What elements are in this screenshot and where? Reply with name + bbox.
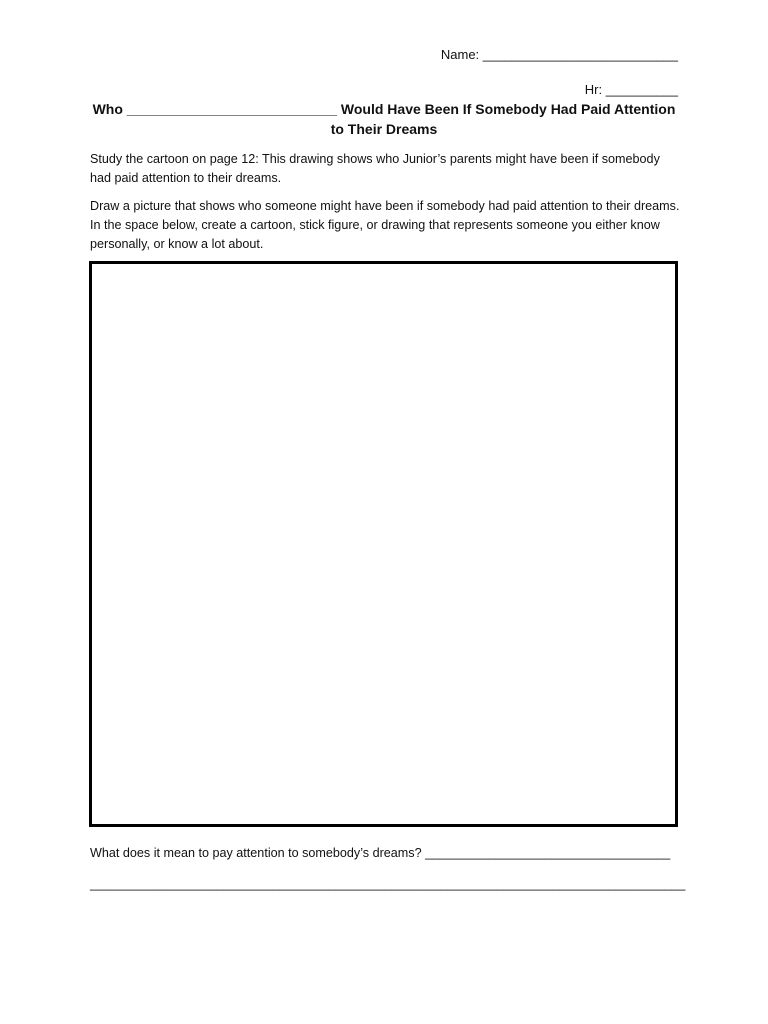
instruction-paragraph-1: Study the cartoon on page 12: This drawing shows who Junior’s parents might have been if somebody had paid attention to their dreams.: [90, 152, 660, 185]
worksheet-title: Who ___________________________ Would Have Been If Somebody Had Paid Attention to Their Dreams: [92, 101, 676, 137]
question-prompt[interactable]: What does it mean to pay attention to somebody’s dreams? ___________________________________: [90, 846, 671, 860]
drawing-area[interactable]: [89, 261, 678, 827]
answer-line[interactable]: _____________________________________________________________________________________: [90, 877, 686, 891]
name-field[interactable]: Name: ___________________________: [440, 47, 678, 62]
hour-field[interactable]: Hr: __________: [584, 82, 678, 97]
instruction-paragraph-2: Draw a picture that shows who someone might have been if somebody had paid attention to their dreams. In the space below, create a cartoon, stick figure, or drawing that represents someone you either know personally, or know a lot about.: [90, 199, 680, 251]
